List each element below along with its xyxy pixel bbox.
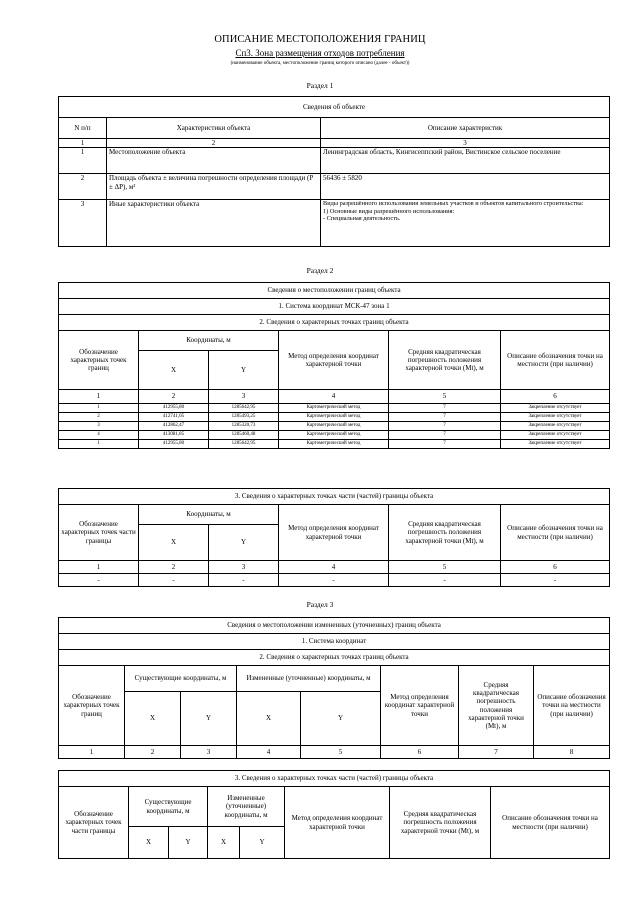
col-header-existing: Существующие координаты, м bbox=[129, 787, 208, 827]
coordinate-system: 1. Система координат bbox=[59, 634, 610, 650]
point-mt: 7 bbox=[389, 431, 501, 440]
table-row bbox=[59, 489, 610, 505]
characteristic-description: Ленинградская область, Кингисеппский район, Вистинское сельское поселение bbox=[321, 148, 610, 174]
point-mt: 7 bbox=[389, 413, 501, 422]
characteristic: Местоположение объекта bbox=[107, 148, 321, 174]
point-mt: 7 bbox=[389, 422, 501, 431]
col-header-x: X bbox=[237, 692, 301, 746]
col-header-method: Метод определения координат характерной точки bbox=[381, 666, 459, 746]
col-header-point: Обозначение характерных точек части границы bbox=[59, 505, 139, 561]
table-row bbox=[59, 440, 610, 449]
table-row bbox=[59, 650, 610, 666]
col-header-changed: Измененные (уточненные) координаты, м bbox=[208, 787, 285, 827]
point-mt: 7 bbox=[389, 404, 501, 413]
point-number: 2 bbox=[59, 413, 139, 422]
table-row bbox=[59, 139, 610, 148]
table-row bbox=[59, 299, 610, 315]
point-description: Закрепление отсутствует bbox=[501, 431, 610, 440]
col-number: 2 bbox=[139, 390, 209, 404]
object-name-text: Сп3. Зона размещения отходов потребления bbox=[235, 48, 405, 58]
col-number: 3 bbox=[209, 561, 279, 574]
characteristic-description: 56436 ± 5820 bbox=[321, 174, 610, 200]
empty-cell: - bbox=[501, 574, 610, 587]
characteristic: Иные характеристики объекта bbox=[107, 200, 321, 247]
col-header-method: Метод определения координат характерной точки bbox=[279, 331, 389, 390]
col-header-point: Обозначение характерных точек части границы bbox=[59, 787, 129, 859]
table-row bbox=[59, 634, 610, 650]
section1-title: Сведения об объекте bbox=[59, 97, 610, 118]
col-header-x: X bbox=[125, 692, 181, 746]
col-header-method: Метод определения координат характерной точки bbox=[285, 787, 390, 859]
table-row bbox=[59, 771, 610, 787]
point-description: Закрепление отсутствует bbox=[501, 422, 610, 431]
empty-cell: - bbox=[389, 574, 501, 587]
empty-cell: - bbox=[209, 574, 279, 587]
point-description: Закрепление отсутствует bbox=[501, 404, 610, 413]
col-number: 5 bbox=[389, 390, 501, 404]
point-number: 1 bbox=[59, 440, 139, 449]
col-number: 2 bbox=[139, 561, 209, 574]
point-x: 412955,80 bbox=[139, 440, 209, 449]
point-x: 413081,85 bbox=[139, 431, 209, 440]
table-row bbox=[59, 148, 610, 174]
col-header-coords: Координаты, м bbox=[139, 505, 279, 525]
col-header-point: Обозначение характерных точек границ bbox=[59, 331, 139, 390]
col-header-method: Метод определения координат характерной точки bbox=[279, 505, 389, 561]
table-row bbox=[59, 505, 610, 525]
object-name bbox=[0, 48, 640, 58]
subsection-title: 3. Сведения о характерных точках части (частей) границы объекта bbox=[59, 771, 610, 787]
characteristic: Площадь объекта ± величина погрешности определения площади (P ± ΔP), м² bbox=[107, 174, 321, 200]
col-header-y: Y bbox=[301, 692, 381, 746]
col-number: 1 bbox=[59, 561, 139, 574]
table-row bbox=[59, 666, 610, 692]
col-header-y: Y bbox=[240, 827, 285, 859]
section3-label: Раздел 3 bbox=[306, 600, 334, 609]
empty-cell: - bbox=[279, 574, 389, 587]
table-row bbox=[59, 97, 610, 118]
col-header-error: Средняя квадратическая погрешность положения характерной точки (Mt), м bbox=[389, 505, 501, 561]
point-x: 412741,05 bbox=[139, 413, 209, 422]
section2-table bbox=[58, 282, 610, 449]
row-number: 3 bbox=[59, 200, 107, 247]
row-number: 2 bbox=[59, 174, 107, 200]
col-number: 3 bbox=[321, 139, 610, 148]
point-y: 1285320,73 bbox=[209, 422, 279, 431]
col-number: 5 bbox=[301, 746, 381, 759]
table-row bbox=[59, 200, 610, 247]
col-header-y: Y bbox=[209, 525, 279, 561]
point-number: 4 bbox=[59, 431, 139, 440]
col-number: 7 bbox=[459, 746, 534, 759]
section3-title: Сведения о местоположении измененных (уточненных) границ объекта bbox=[59, 618, 610, 634]
table-row bbox=[59, 390, 610, 404]
table-row bbox=[59, 618, 610, 634]
document-title: ОПИСАНИЕ МЕСТОПОЛОЖЕНИЯ ГРАНИЦ bbox=[214, 34, 426, 45]
table-row bbox=[59, 787, 610, 827]
table-row bbox=[59, 331, 610, 351]
col-header-changed: Измененные (уточненные) координаты, м bbox=[237, 666, 381, 692]
subsection-title: 2. Сведения о характерных точках границ объекта bbox=[59, 650, 610, 666]
point-method: Картометрический метод bbox=[279, 422, 389, 431]
col-header-y: Y bbox=[169, 827, 208, 859]
table-row bbox=[59, 574, 610, 587]
col-header-description: Описание обозначения точки на местности (при наличии) bbox=[534, 666, 610, 746]
col-header-point: Обозначение характерных точек границ bbox=[59, 666, 125, 746]
col-number: 3 bbox=[209, 390, 279, 404]
col-number: 1 bbox=[59, 139, 107, 148]
point-number: 1 bbox=[59, 404, 139, 413]
table-row bbox=[59, 431, 610, 440]
col-number: 2 bbox=[107, 139, 321, 148]
col-header-existing: Существующие координаты, м bbox=[125, 666, 237, 692]
section2-title: Сведения о местоположении границ объекта bbox=[59, 283, 610, 299]
section1-label: Раздел 1 bbox=[306, 81, 334, 90]
col-number: 8 bbox=[534, 746, 610, 759]
col-header-description: Описание обозначения точки на местности (при наличии) bbox=[491, 787, 610, 859]
empty-cell: - bbox=[139, 574, 209, 587]
subsection-title: 3. Сведения о характерных точках части (частей) границы объекта bbox=[59, 489, 610, 505]
point-y: 1285493,25 bbox=[209, 413, 279, 422]
section2-label: Раздел 2 bbox=[306, 266, 334, 275]
col-header-error: Средняя квадратическая погрешность положения характерной точки (Mt), м bbox=[389, 331, 501, 390]
col-number: 1 bbox=[59, 390, 139, 404]
point-method: Картометрический метод bbox=[279, 440, 389, 449]
col-header-y: Y bbox=[209, 351, 279, 390]
point-x: 412955,80 bbox=[139, 404, 209, 413]
table-row bbox=[59, 118, 610, 139]
table-row bbox=[59, 561, 610, 574]
point-method: Картометрический метод bbox=[279, 431, 389, 440]
table-row bbox=[59, 315, 610, 331]
table-row bbox=[59, 746, 610, 759]
point-mt: 7 bbox=[389, 440, 501, 449]
table-row bbox=[59, 422, 610, 431]
col-header-x: X bbox=[139, 525, 209, 561]
col-number: 6 bbox=[501, 390, 610, 404]
table-row bbox=[59, 413, 610, 422]
section2-part-table bbox=[58, 488, 610, 587]
section1-table bbox=[58, 96, 610, 247]
col-number: 5 bbox=[389, 561, 501, 574]
point-method: Картометрический метод bbox=[279, 413, 389, 422]
section3-table bbox=[58, 617, 610, 759]
empty-cell: - bbox=[59, 574, 139, 587]
col-header-error: Средняя квадратическая погрешность положения характерной точки (Mt), м bbox=[459, 666, 534, 746]
section3-part-table bbox=[58, 770, 610, 859]
col-header: N п/п bbox=[59, 118, 107, 139]
subsection-title: 2. Сведения о характерных точках границ объекта bbox=[59, 315, 610, 331]
point-x: 412862,47 bbox=[139, 422, 209, 431]
point-number: 3 bbox=[59, 422, 139, 431]
col-header-x: X bbox=[139, 351, 209, 390]
point-y: 1285642,95 bbox=[209, 440, 279, 449]
col-number: 4 bbox=[237, 746, 301, 759]
coordinate-system: 1. Система координат МСК-47 зона 1 bbox=[59, 299, 610, 315]
point-description: Закрепление отсутствует bbox=[501, 413, 610, 422]
point-y: 1285642,95 bbox=[209, 404, 279, 413]
object-name-note: (наименование объекта, местоположение границ которого описано (далее - объект)) bbox=[230, 61, 410, 66]
col-number: 6 bbox=[501, 561, 610, 574]
col-number: 6 bbox=[381, 746, 459, 759]
col-header-coords: Координаты, м bbox=[139, 331, 279, 351]
col-header-description: Описание обозначения точки на местности (при наличии) bbox=[501, 505, 610, 561]
col-header-error: Средняя квадратическая погрешность положения характерной точки (Mt), м bbox=[390, 787, 491, 859]
col-header: Характеристики объекта bbox=[107, 118, 321, 139]
col-number: 1 bbox=[59, 746, 125, 759]
col-header: Описание характеристик bbox=[321, 118, 610, 139]
row-number: 1 bbox=[59, 148, 107, 174]
col-header-x: X bbox=[208, 827, 240, 859]
point-y: 1285460,48 bbox=[209, 431, 279, 440]
table-row bbox=[59, 404, 610, 413]
point-method: Картометрический метод bbox=[279, 404, 389, 413]
col-number: 2 bbox=[125, 746, 181, 759]
characteristic-description: Виды разрешённого использования земельных участков и объектов капитального строительства: 1) Основные виды разрешённого использования: - Специальная деятельность. bbox=[321, 200, 610, 247]
table-row bbox=[59, 174, 610, 200]
col-header-description: Описание обозначения точки на местности (при наличии) bbox=[501, 331, 610, 390]
col-number: 3 bbox=[181, 746, 237, 759]
col-header-x: X bbox=[129, 827, 169, 859]
col-number: 4 bbox=[279, 561, 389, 574]
table-row bbox=[59, 283, 610, 299]
point-description: Закрепление отсутствует bbox=[501, 440, 610, 449]
col-header-y: Y bbox=[181, 692, 237, 746]
col-number: 4 bbox=[279, 390, 389, 404]
